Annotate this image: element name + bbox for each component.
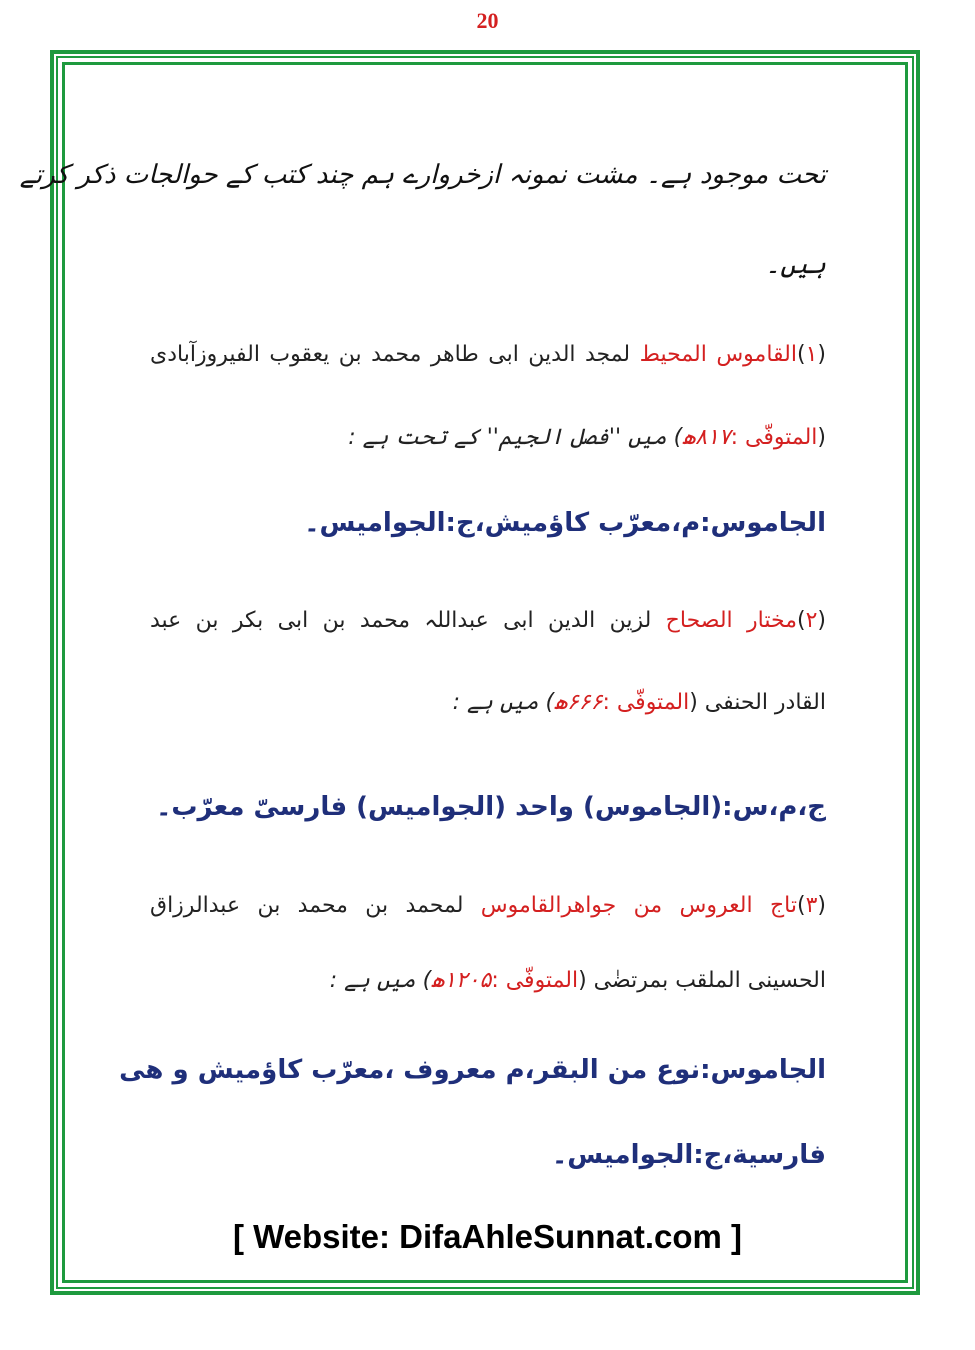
- reference-text: ) میں ہے :: [452, 690, 555, 715]
- author-text: لمجد الدین ابی طاھر محمد بن یعقوب الفیروزآبادی: [150, 342, 640, 367]
- author-text: القادر الحنفی (: [689, 690, 826, 715]
- reference-text: ) میں ''فصل الجیم'' کے تحت ہے :: [348, 425, 683, 450]
- ref-close-paren: ): [796, 893, 806, 918]
- death-year: ۸۱۷ھ: [682, 425, 731, 450]
- book-title: مختار الصحاح: [665, 608, 797, 633]
- ref-close-paren: ): [796, 342, 806, 367]
- ref-open-paren: (: [817, 893, 826, 918]
- reference-2-line-2: [453, 690, 826, 715]
- death-year: ۶۶۶ھ: [554, 690, 603, 715]
- reference-2-line-1: [150, 608, 826, 633]
- book-title: القاموس المحیط: [639, 342, 797, 367]
- death-label: المتوفّی :: [602, 690, 690, 715]
- page-number: 20: [476, 8, 499, 33]
- reference-3-line-2: [330, 968, 826, 993]
- reference-3-line-1: [150, 893, 826, 918]
- reference-text: ) میں ہے :: [329, 968, 432, 993]
- ref-number: ۱: [805, 342, 818, 367]
- reference-1-line-1: [150, 342, 826, 367]
- quote-text: الجاموس:م،معرّب کاؤمیش،ج:الجوامیس۔: [304, 508, 826, 538]
- page-content: [19, 0, 826, 1350]
- website-footer: [ Website: DifaAhleSunnat.com ]: [232, 1218, 743, 1255]
- ref-number: ۲: [805, 608, 818, 633]
- ref-number: ۳: [805, 893, 818, 918]
- quote-text: ج،م،س:(الجاموس) واحد (الجوامیس) فارسیّ معرّب۔: [156, 792, 826, 822]
- death-label: المتوفّی :: [491, 968, 579, 993]
- ref-close-paren: ): [796, 608, 806, 633]
- reference-1-line-2: [348, 425, 826, 450]
- quote-text: فارسیة،ج:الجوامیس۔: [551, 1140, 826, 1170]
- death-year: ۱۲۰۵ھ: [431, 968, 492, 993]
- author-text: الحسینی الملقب بمرتضٰی (: [578, 968, 826, 993]
- paragraph-line: ہیں۔: [765, 250, 826, 280]
- author-text: لمحمد بن محمد بن عبدالرزاق: [150, 893, 481, 918]
- ref-open-paren: (: [817, 608, 826, 633]
- ref-open-paren: (: [817, 425, 826, 450]
- quote-text: الجاموس:نوع من البقر،م معروف ،معرّب کاؤمیش و ھی: [119, 1055, 826, 1085]
- author-text: لزین الدین ابی عبداللہ محمد بن ابی بکر بن عبد: [150, 608, 666, 633]
- ref-open-paren: (: [817, 342, 826, 367]
- death-label: المتوفّی :: [730, 425, 818, 450]
- book-title: تاج العروس من جواھرالقاموس: [480, 893, 797, 918]
- paragraph-line: تحت موجود ہے۔ مشت نمونہ ازخروارے ہم چند کتب کے حوالجات ذکر کرتے: [19, 160, 826, 190]
